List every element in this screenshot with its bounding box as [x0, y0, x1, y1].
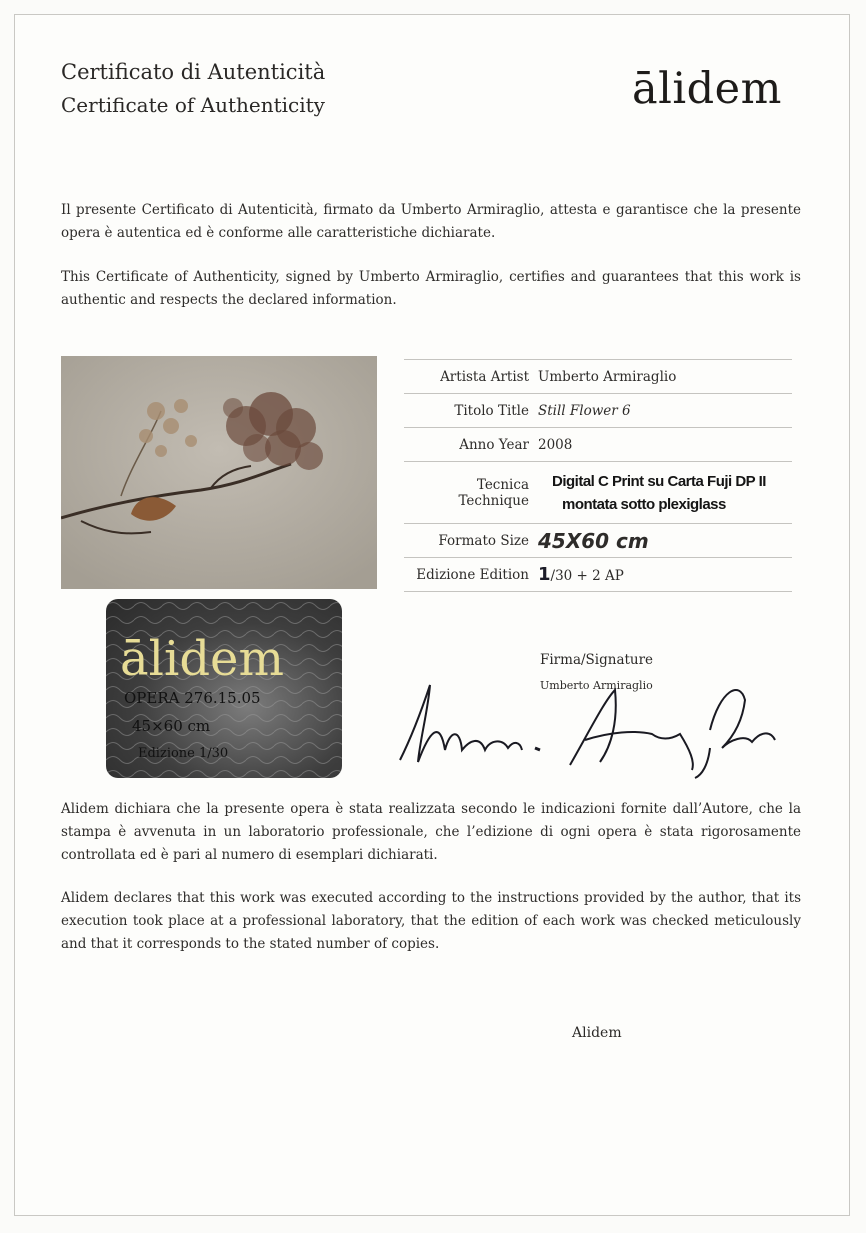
seal-opera-number: OPERA 276.15.05 — [124, 689, 261, 707]
edition-value — [538, 558, 792, 592]
edition-total: /30 + 2 AP — [550, 568, 624, 584]
brand-logo: ālidem — [632, 64, 782, 114]
detail-row-title — [404, 394, 792, 428]
title-english: Certificate of Authenticity — [61, 93, 325, 117]
detail-row-year — [404, 428, 792, 462]
authenticity-seal — [106, 599, 342, 778]
intro-italian: Il presente Certificato di Autenticità, firmato da Umberto Armiraglio, attesta e garantisce che la presente opera è autentica ed è conforme alle caratteristiche dichiarate. — [61, 202, 801, 241]
edition-number-handwritten: 1 — [538, 564, 551, 585]
detail-row-technique — [404, 462, 792, 524]
title-italian: Certificato di Autenticità — [61, 60, 326, 84]
signature-label: Firma/Signature — [540, 652, 654, 668]
seal-brand: ālidem — [120, 631, 284, 687]
signature-printed-name: Umberto Armiraglio — [540, 679, 653, 692]
intro-english: This Certificate of Authenticity, signed by Umberto Armiraglio, certifies and guarantees that this work is authentic and respects the declared information. — [61, 269, 801, 308]
detail-row-edition — [404, 558, 792, 592]
technique-label-en: Technique — [458, 492, 529, 509]
artist-value: Umberto Armiraglio — [538, 360, 792, 394]
edition-label: Edizione Edition — [404, 558, 538, 592]
artwork-details-table — [404, 359, 792, 592]
size-value: 45X60 cm — [538, 524, 792, 558]
technique-value — [538, 462, 792, 524]
signoff: Alidem — [572, 1025, 622, 1041]
closing-italian: Alidem dichiara che la presente opera è stata realizzata secondo le indicazioni fornite dall’Autore, che la stampa è avvenuta in un laboratorio professionale, che l’edizione di ogni opera è stata rigorosamente controllata ed è pari al numero di esemplari dichiarati. — [61, 801, 801, 863]
size-label: Formato Size — [404, 524, 538, 558]
detail-row-size — [404, 524, 792, 558]
technique-line-2: montata sotto plexiglass — [562, 495, 726, 513]
seal-size: 45×60 cm — [132, 717, 211, 735]
technique-label-it: Tecnica — [476, 476, 529, 493]
technique-label — [404, 462, 538, 524]
artist-label: Artista Artist — [404, 360, 538, 394]
closing-english: Alidem declares that this work was executed according to the instructions provided by the author, that its execution took place at a professional laboratory, that the edition of each work was checked meticulously and that it corresponds to the stated number of copies. — [61, 890, 801, 952]
title-value: Still Flower 6 — [538, 394, 792, 428]
technique-line-1: Digital C Print su Carta Fuji DP II — [552, 472, 766, 490]
artwork-photo — [61, 356, 377, 589]
year-value: 2008 — [538, 428, 792, 462]
year-label: Anno Year — [404, 428, 538, 462]
detail-row-artist — [404, 360, 792, 394]
title-label: Titolo Title — [404, 394, 538, 428]
handwritten-signature — [390, 670, 810, 780]
seal-edition: Edizione 1/30 — [138, 746, 229, 761]
